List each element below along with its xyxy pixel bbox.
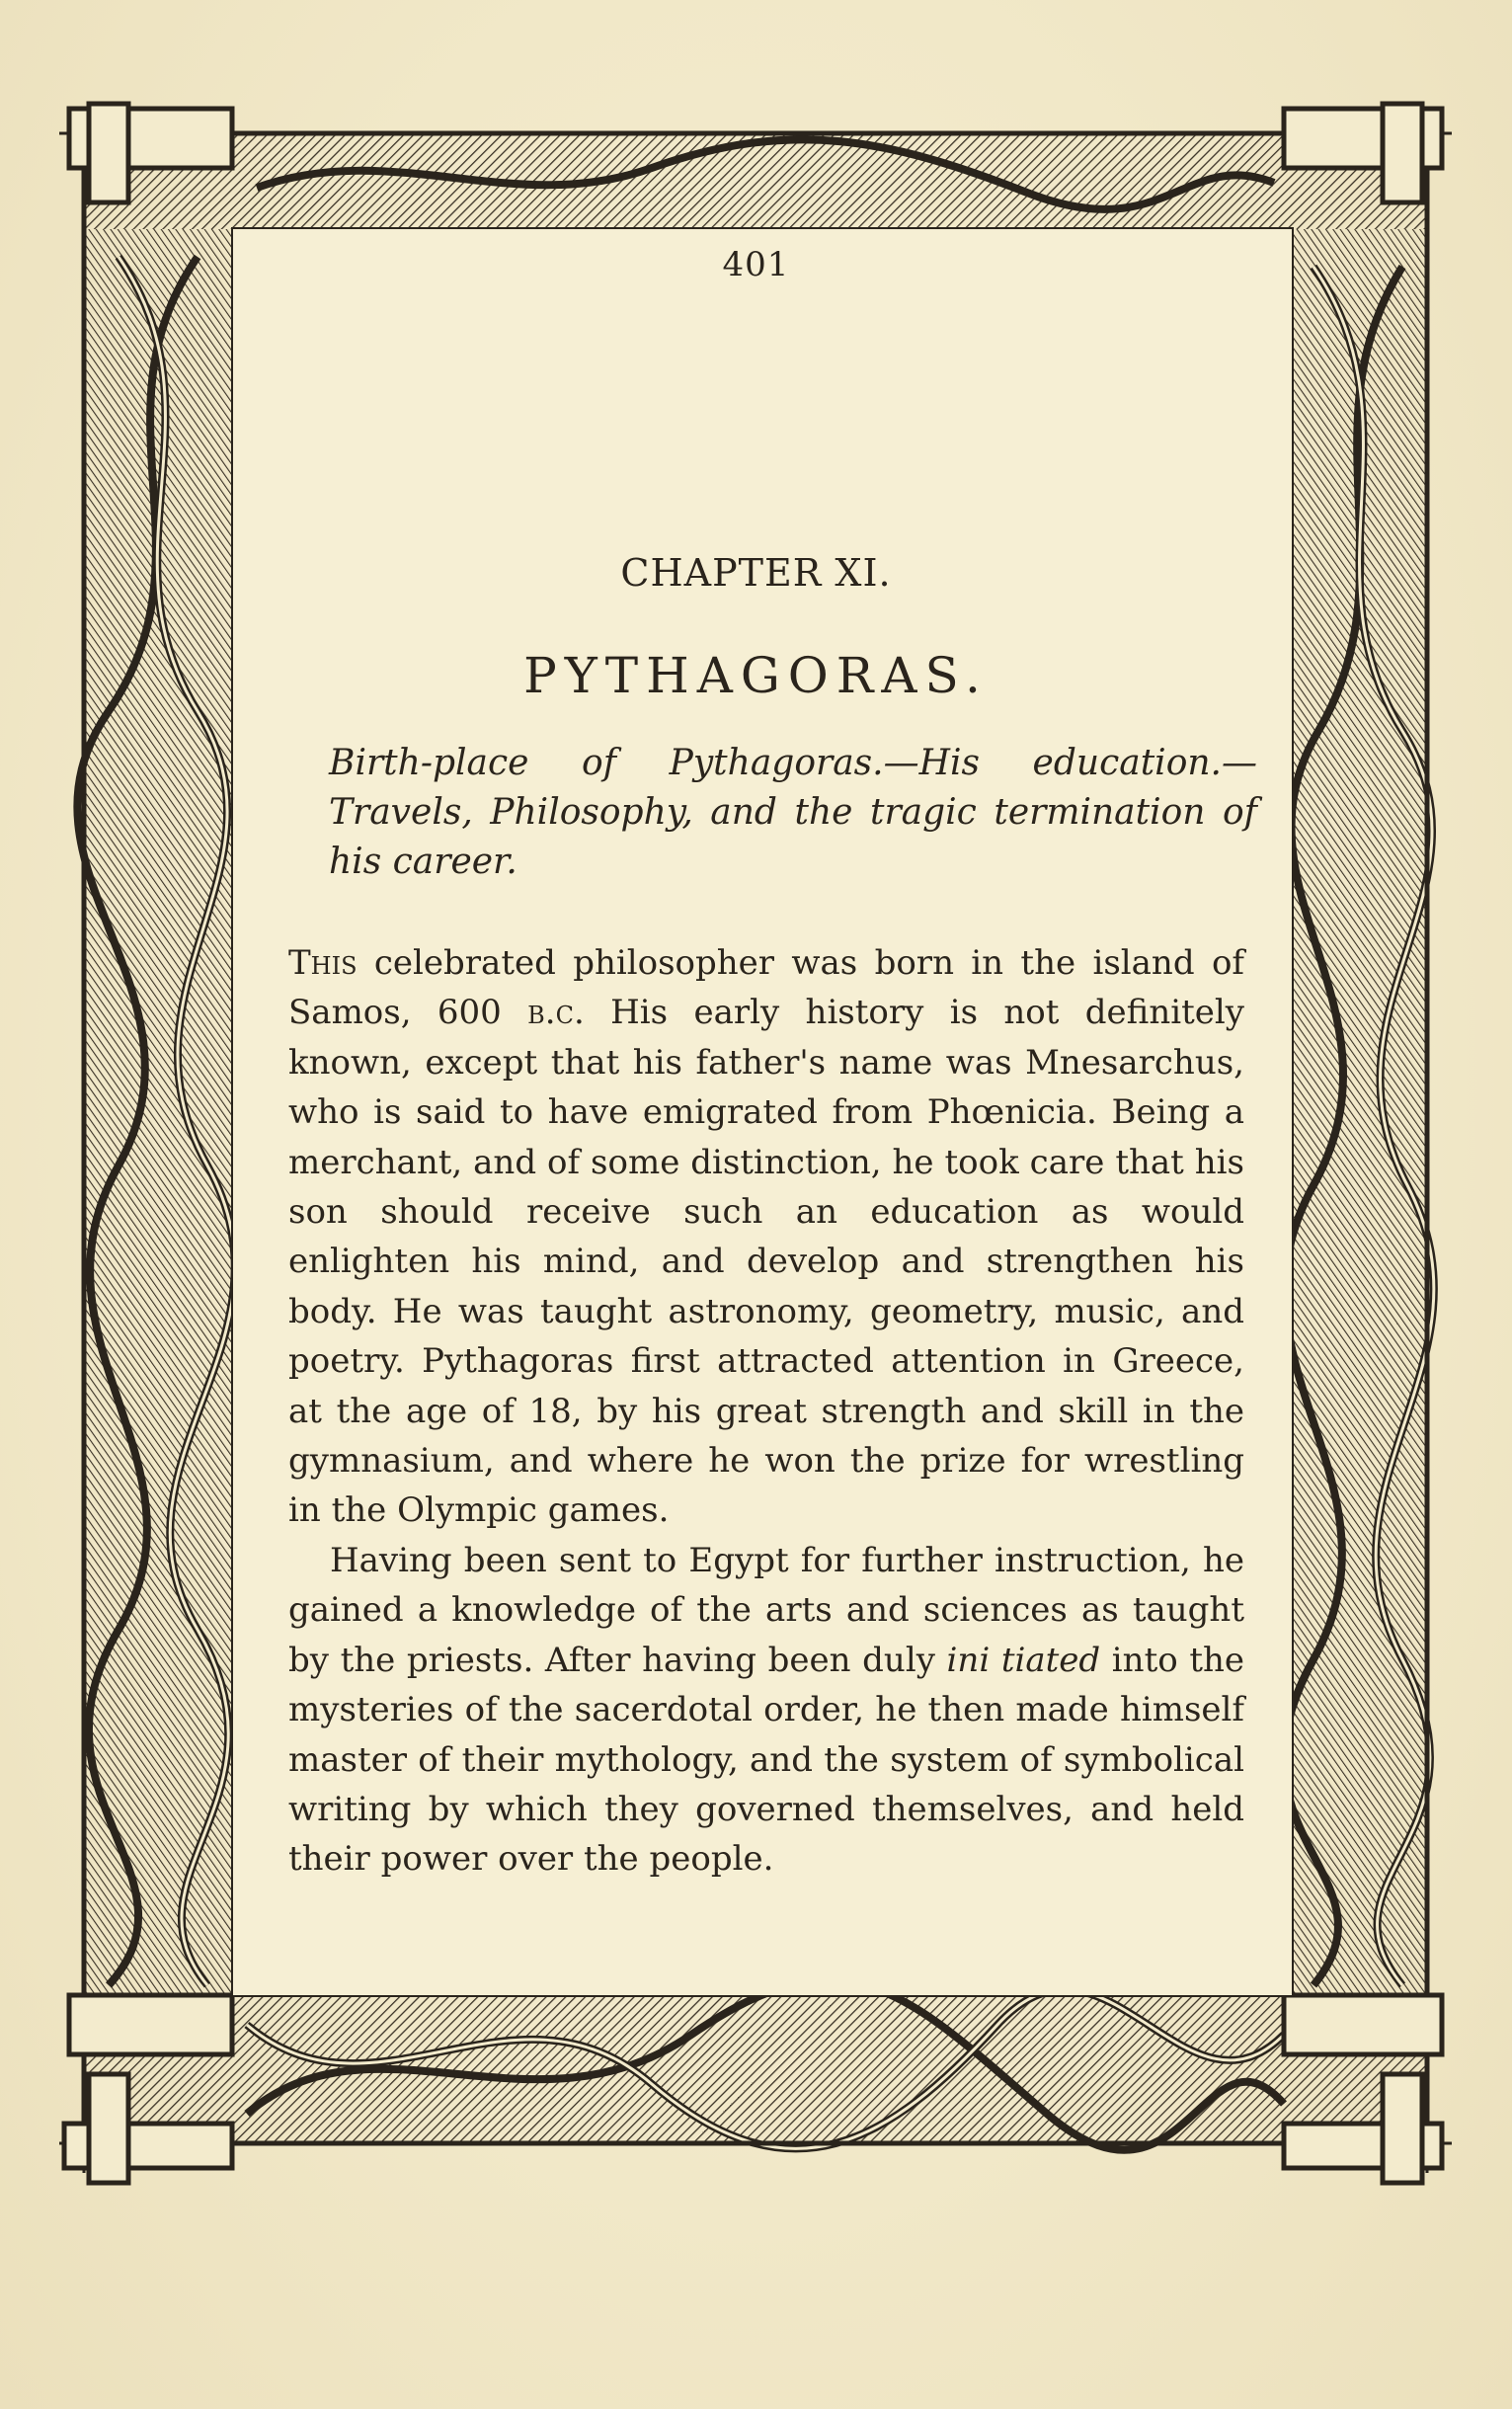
paragraph-1 [288, 938, 1244, 1536]
chapter-summary: Birth-place of Pythagoras.—His education.— Travels, Philosophy, and the tragic termination of his career. [329, 743, 1257, 882]
era-abbreviation: b.c. [527, 993, 585, 1033]
paragraph-2-text-b: into the mysteries of the sacerdotal order, he then made himself master of their mythology, and the system of symbolical writing by which they governed themselves, and held their power over the people. [288, 1640, 1245, 1880]
paragraph-1-text-a: celebrated philosopher was born in the island of Samos, 600 [288, 943, 1244, 1033]
chapter-heading: CHAPTER XI. [620, 551, 892, 595]
chapter-title: PYTHAGORAS. [523, 647, 989, 704]
paragraph-2-text-a: Having been sent to Egypt for further instruction, he gained a knowledge of the arts and sciences as taught by the priests. After having been duly [288, 1540, 1244, 1680]
page-number: 401 [722, 245, 790, 284]
paragraph-lead-word: This [288, 943, 358, 983]
italic-term: ini tiated [946, 1640, 1101, 1680]
paragraph-2 [288, 1536, 1244, 1885]
paragraph-1-text-b: His early history is not definitely known, except that his father's name was Mnesarchus, who is said to have emigrated from Phœnicia. Being a merchant, and of some distinction, he took care that his son should receive such an education as would enlighten his mind, and develop and strengthen his body. He was taught astronomy, geometry, music, and poetry. Pythagoras first attracted attention in Greece, at the age of 18, by his great strength and skill in the gymnasium, and where he won the prize for wrestling in the Olympic games. [288, 993, 1244, 1531]
border-band-bottom [84, 1995, 1427, 2143]
body-text [288, 938, 1244, 1885]
